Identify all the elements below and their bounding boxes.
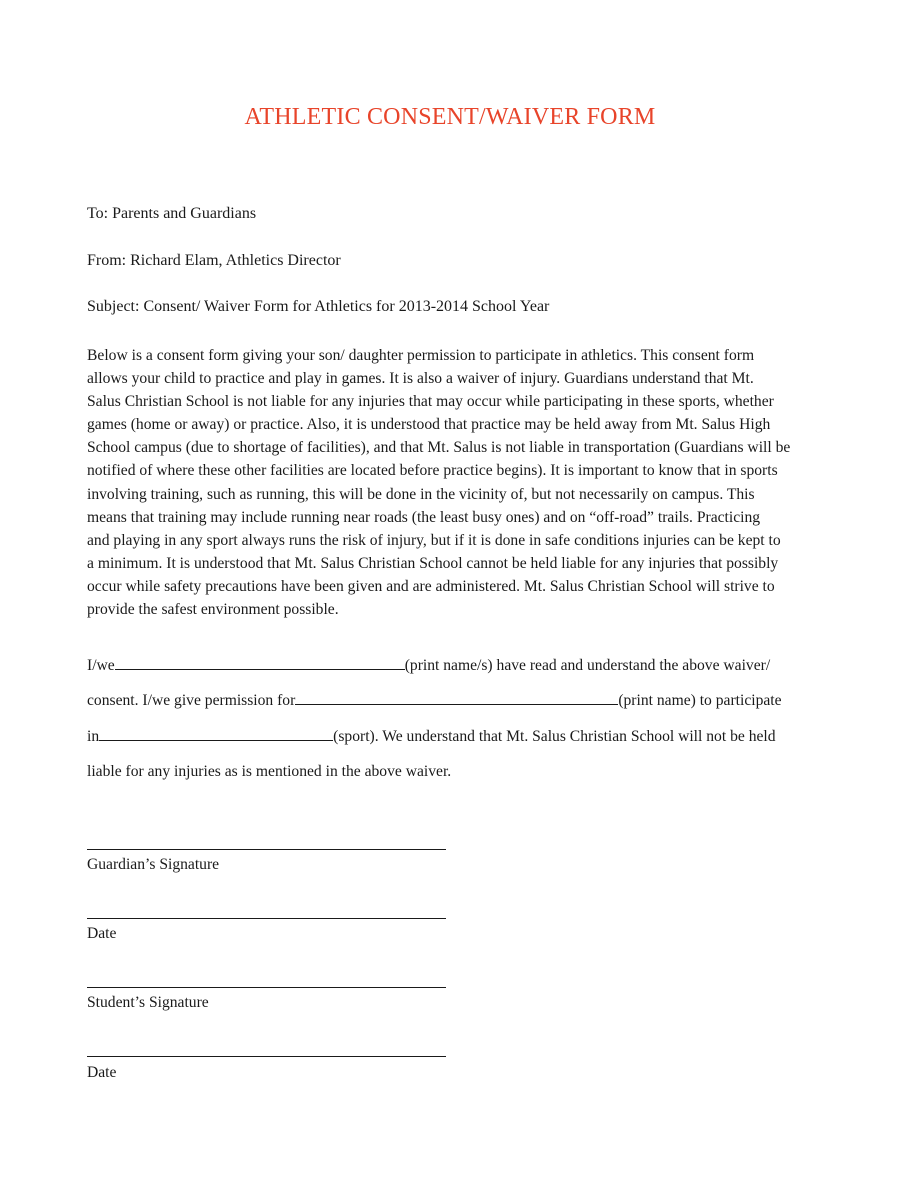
consent-row-liability: liable for any injuries as is mentioned in the above waiver. xyxy=(87,763,452,780)
date-label: Date xyxy=(87,925,117,942)
body-line: Below is a consent form giving your son/ daughter permission to participate in athletics. This consent form xyxy=(87,347,755,364)
consent-prefix: in xyxy=(87,728,100,745)
consent-suffix: (print name/s) have read and understand the above waiver/ xyxy=(404,657,771,674)
consent-suffix: (print name) to participate xyxy=(618,692,782,709)
student-signature-label: Student’s Signature xyxy=(87,994,209,1011)
sport-blank[interactable] xyxy=(99,728,333,741)
body-line: occur while safety precautions have been given and are administered. Mt. Salus Christian School will strive to xyxy=(87,577,775,595)
body-line: a minimum. It is understood that Mt. Salus Christian School cannot be held liable for any injuries that possibly xyxy=(87,554,779,572)
consent-row-sport xyxy=(87,728,776,746)
body-line: games (home or away) or practice. Also, it is understood that practice may be held away from Mt. Salus High xyxy=(87,416,771,434)
body-line: provide the safest environment possible. xyxy=(87,601,339,619)
body-paragraph xyxy=(87,344,822,621)
student-signature-line[interactable] xyxy=(87,987,446,988)
guardian-signature-label: Guardian’s Signature xyxy=(87,856,220,873)
from-line: From: Richard Elam, Athletics Director xyxy=(87,252,341,269)
consent-row-permission xyxy=(87,692,782,710)
date-label: Date xyxy=(87,1064,117,1081)
consent-suffix: (sport). We understand that Mt. Salus Christian School will not be held xyxy=(333,728,776,745)
to-line: To: Parents and Guardians xyxy=(87,205,257,222)
body-line: means that training may include running near roads (the least busy ones) and on “off-road” trails. Practicing xyxy=(87,508,761,526)
date-line[interactable] xyxy=(87,918,446,919)
body-line: allows your child to practice and play in games. It is also a waiver of injury. Guardians understand that Mt. xyxy=(87,370,754,388)
print-names-blank[interactable] xyxy=(115,657,405,670)
date-line[interactable] xyxy=(87,1056,446,1057)
consent-prefix: I/we xyxy=(87,657,115,674)
guardian-signature-line[interactable] xyxy=(87,849,446,850)
body-line: School campus (due to shortage of facilities), and that Mt. Salus is not liable in transportation (Guardians will be xyxy=(87,439,791,457)
body-line: and playing in any sport always runs the risk of injury, but if it is done in safe conditions injuries can be kept to xyxy=(87,531,781,549)
subject-line: Subject: Consent/ Waiver Form for Athletics for 2013-2014 School Year xyxy=(87,298,550,315)
print-name-blank[interactable] xyxy=(295,692,618,705)
body-line: notified of where these other facilities are located before practice begins). It is important to know that in sports xyxy=(87,462,778,480)
body-line: Salus Christian School is not liable for any injuries that may occur while participating in these sports, whether xyxy=(87,393,774,411)
consent-prefix: consent. I/we give permission for xyxy=(87,692,296,709)
consent-row-names xyxy=(87,657,770,675)
form-title: ATHLETIC CONSENT/WAIVER FORM xyxy=(244,104,656,130)
body-line: involving training, such as running, this will be done in the vicinity of, but not necessarily on campus. This xyxy=(87,485,755,503)
